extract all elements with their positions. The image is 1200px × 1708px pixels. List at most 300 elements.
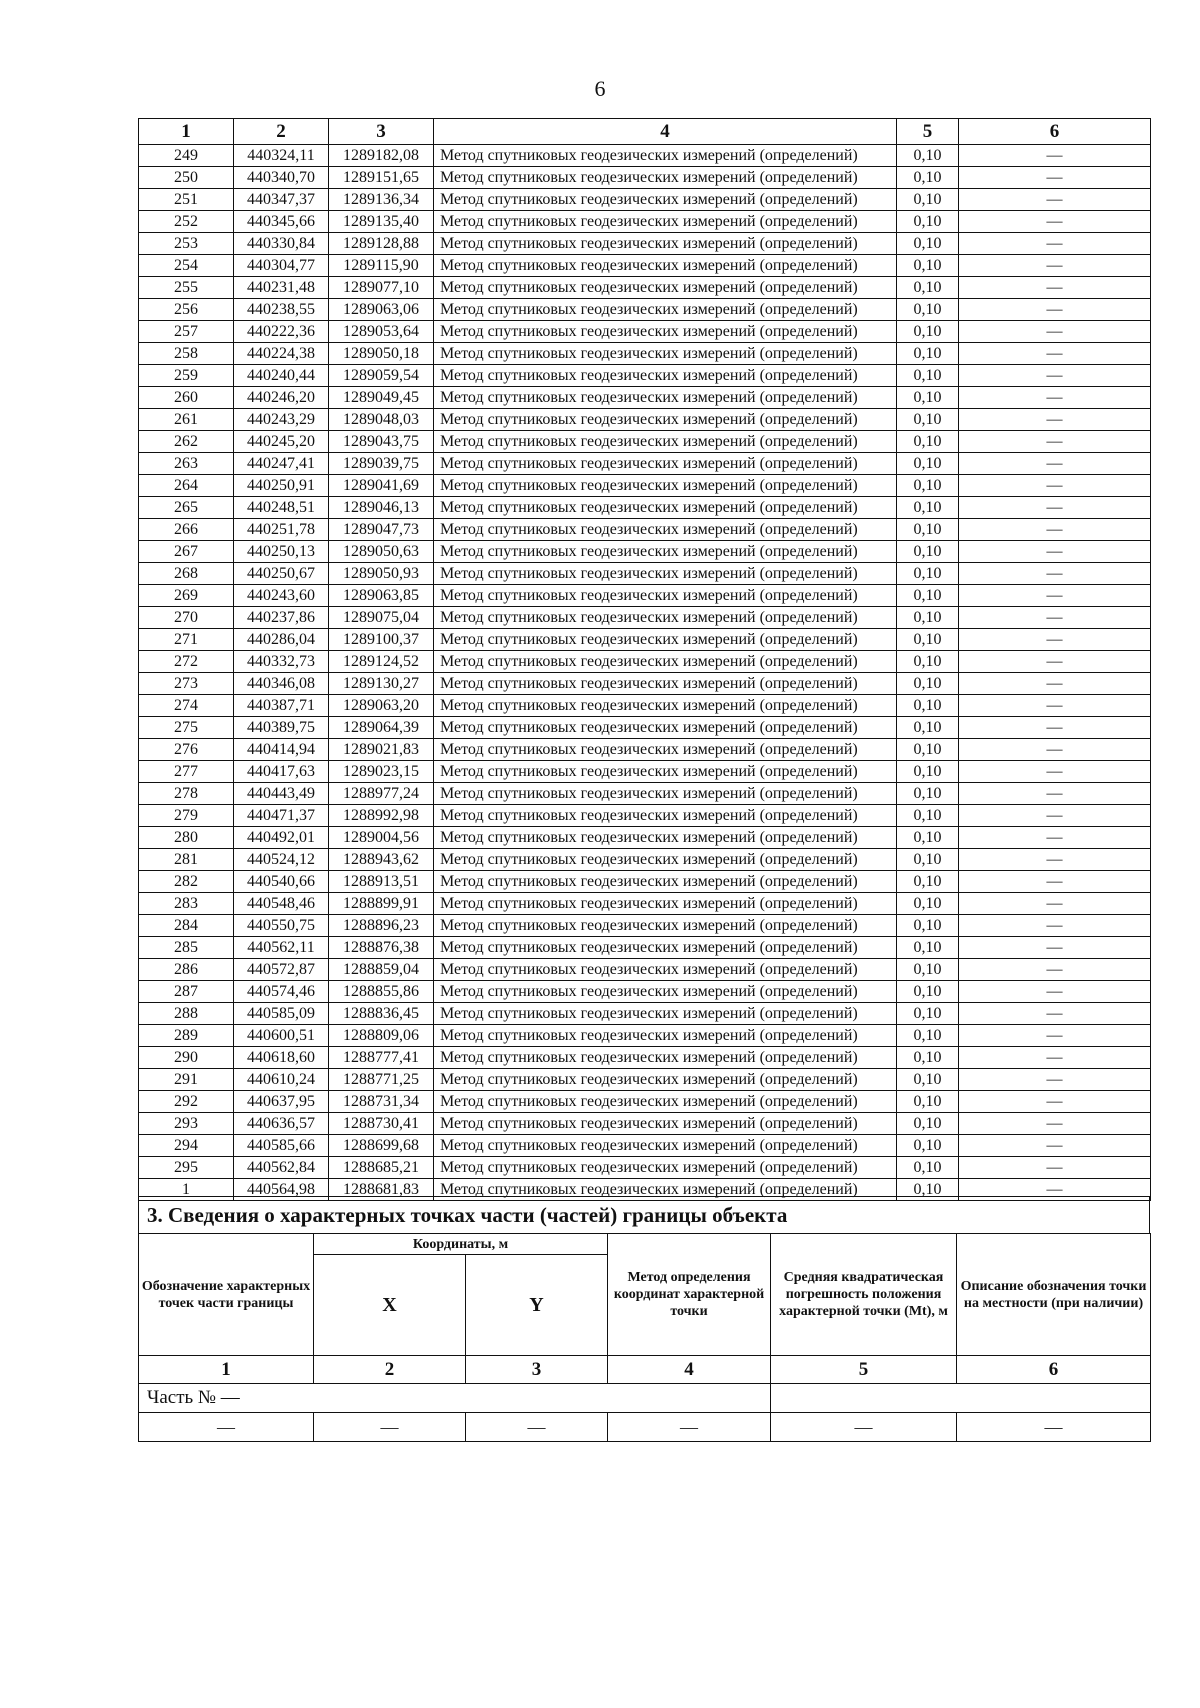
col-number: 6 — [957, 1356, 1151, 1384]
y-coordinate-cell: 1289124,52 — [329, 651, 434, 673]
error-cell: 0,10 — [897, 541, 959, 563]
dash-cell: — — [139, 1413, 314, 1442]
y-coordinate-cell: 1289063,85 — [329, 585, 434, 607]
x-coordinate-cell: 440237,86 — [234, 607, 329, 629]
table-row — [139, 893, 1151, 915]
col-number: 3 — [466, 1356, 608, 1384]
y-coordinate-cell: 1289046,13 — [329, 497, 434, 519]
table-row — [139, 277, 1151, 299]
point-number-cell: 294 — [139, 1135, 234, 1157]
point-number-cell: 253 — [139, 233, 234, 255]
y-coordinate-cell: 1288681,83 — [329, 1179, 434, 1201]
method-cell: Метод спутниковых геодезических измерений (определений) — [434, 937, 897, 959]
x-coordinate-cell: 440610,24 — [234, 1069, 329, 1091]
part-points-table — [138, 1233, 1151, 1442]
x-coordinate-cell: 440330,84 — [234, 233, 329, 255]
method-cell: Метод спутниковых геодезических измерений (определений) — [434, 981, 897, 1003]
col-number: 4 — [608, 1356, 771, 1384]
y-coordinate-cell: 1289151,65 — [329, 167, 434, 189]
point-number-cell: 281 — [139, 849, 234, 871]
table-row — [139, 607, 1151, 629]
error-cell: 0,10 — [897, 717, 959, 739]
y-coordinate-cell: 1288731,34 — [329, 1091, 434, 1113]
error-cell: 0,10 — [897, 761, 959, 783]
method-cell: Метод спутниковых геодезических измерений (определений) — [434, 739, 897, 761]
table-row — [139, 541, 1151, 563]
x-coordinate-cell: 440574,46 — [234, 981, 329, 1003]
description-cell: — — [959, 519, 1151, 541]
error-cell: 0,10 — [897, 409, 959, 431]
point-number-cell: 250 — [139, 167, 234, 189]
point-number-cell: 279 — [139, 805, 234, 827]
description-cell: — — [959, 255, 1151, 277]
error-cell: 0,10 — [897, 255, 959, 277]
x-coordinate-cell: 440332,73 — [234, 651, 329, 673]
point-number-cell: 275 — [139, 717, 234, 739]
x-coordinate-cell: 440562,84 — [234, 1157, 329, 1179]
y-coordinate-cell: 1288913,51 — [329, 871, 434, 893]
y-coordinate-cell: 1289115,90 — [329, 255, 434, 277]
description-cell: — — [959, 629, 1151, 651]
error-cell: 0,10 — [897, 893, 959, 915]
method-cell: Метод спутниковых геодезических измерений (определений) — [434, 871, 897, 893]
dash-cell: — — [466, 1413, 608, 1442]
method-cell: Метод спутниковых геодезических измерений (определений) — [434, 145, 897, 167]
table-row — [139, 915, 1151, 937]
dash-cell: — — [771, 1413, 957, 1442]
point-number-cell: 273 — [139, 673, 234, 695]
description-cell: — — [959, 959, 1151, 981]
col-header: 6 — [959, 119, 1151, 145]
point-number-cell: 285 — [139, 937, 234, 959]
method-cell: Метод спутниковых геодезических измерений (определений) — [434, 321, 897, 343]
method-cell: Метод спутниковых геодезических измерений (определений) — [434, 211, 897, 233]
error-cell: 0,10 — [897, 585, 959, 607]
error-cell: 0,10 — [897, 805, 959, 827]
error-cell: 0,10 — [897, 1069, 959, 1091]
point-number-cell: 276 — [139, 739, 234, 761]
description-cell: — — [959, 915, 1151, 937]
x-coordinate-cell: 440286,04 — [234, 629, 329, 651]
y-coordinate-cell: 1288809,06 — [329, 1025, 434, 1047]
method-cell: Метод спутниковых геодезических измерений (определений) — [434, 849, 897, 871]
table-row — [139, 651, 1151, 673]
table-row — [139, 145, 1151, 167]
method-cell: Метод спутниковых геодезических измерений (определений) — [434, 365, 897, 387]
point-number-cell: 289 — [139, 1025, 234, 1047]
x-coordinate-cell: 440245,20 — [234, 431, 329, 453]
description-cell: — — [959, 1025, 1151, 1047]
y-coordinate-cell: 1289049,45 — [329, 387, 434, 409]
x-coordinate-cell: 440346,08 — [234, 673, 329, 695]
table-row — [139, 1157, 1151, 1179]
error-cell: 0,10 — [897, 189, 959, 211]
error-cell: 0,10 — [897, 233, 959, 255]
point-number-cell: 292 — [139, 1091, 234, 1113]
method-cell: Метод спутниковых геодезических измерений (определений) — [434, 1003, 897, 1025]
x-coordinate-cell: 440246,20 — [234, 387, 329, 409]
y-coordinate-cell: 1288992,98 — [329, 805, 434, 827]
point-number-cell: 262 — [139, 431, 234, 453]
error-cell: 0,10 — [897, 1157, 959, 1179]
description-cell: — — [959, 739, 1151, 761]
point-number-cell: 267 — [139, 541, 234, 563]
y-coordinate-cell: 1288855,86 — [329, 981, 434, 1003]
description-cell: — — [959, 1157, 1151, 1179]
table-row — [139, 585, 1151, 607]
method-cell: Метод спутниковых геодезических измерений (определений) — [434, 255, 897, 277]
col-header: 3 — [329, 119, 434, 145]
description-cell: — — [959, 321, 1151, 343]
error-cell: 0,10 — [897, 453, 959, 475]
method-cell: Метод спутниковых геодезических измерений (определений) — [434, 189, 897, 211]
table-row — [139, 1113, 1151, 1135]
y-coordinate-cell: 1289075,04 — [329, 607, 434, 629]
description-cell: — — [959, 211, 1151, 233]
y-coordinate-cell: 1289077,10 — [329, 277, 434, 299]
x-coordinate-cell: 440243,60 — [234, 585, 329, 607]
method-cell: Метод спутниковых геодезических измерений (определений) — [434, 475, 897, 497]
description-cell: — — [959, 585, 1151, 607]
method-cell: Метод спутниковых геодезических измерений (определений) — [434, 233, 897, 255]
description-cell: — — [959, 431, 1151, 453]
description-cell: — — [959, 189, 1151, 211]
y-coordinate-cell: 1288685,21 — [329, 1157, 434, 1179]
x-coordinate-cell: 440240,44 — [234, 365, 329, 387]
error-cell: 0,10 — [897, 321, 959, 343]
x-coordinate-cell: 440238,55 — [234, 299, 329, 321]
description-cell: — — [959, 1113, 1151, 1135]
point-number-cell: 280 — [139, 827, 234, 849]
method-cell: Метод спутниковых геодезических измерений (определений) — [434, 409, 897, 431]
table-row — [139, 431, 1151, 453]
error-cell: 0,10 — [897, 211, 959, 233]
table-row — [139, 1003, 1151, 1025]
method-cell: Метод спутниковых геодезических измерений (определений) — [434, 959, 897, 981]
y-coordinate-cell: 1289023,15 — [329, 761, 434, 783]
table-row — [139, 563, 1151, 585]
table-row — [139, 981, 1151, 1003]
y-coordinate-cell: 1288777,41 — [329, 1047, 434, 1069]
y-coordinate-cell: 1289048,03 — [329, 409, 434, 431]
y-coordinate-cell: 1288730,41 — [329, 1113, 434, 1135]
point-number-cell: 1 — [139, 1179, 234, 1201]
point-number-cell: 266 — [139, 519, 234, 541]
y-coordinate-cell: 1289043,75 — [329, 431, 434, 453]
y-coordinate-cell: 1289182,08 — [329, 145, 434, 167]
description-cell: — — [959, 805, 1151, 827]
error-cell: 0,10 — [897, 299, 959, 321]
point-number-cell: 268 — [139, 563, 234, 585]
method-cell: Метод спутниковых геодезических измерений (определений) — [434, 541, 897, 563]
point-number-cell: 284 — [139, 915, 234, 937]
x-coordinate-cell: 440492,01 — [234, 827, 329, 849]
col-header: 5 — [897, 119, 959, 145]
table-row — [139, 805, 1151, 827]
method-cell: Метод спутниковых геодезических измерений (определений) — [434, 783, 897, 805]
table-row — [139, 827, 1151, 849]
point-number-cell: 251 — [139, 189, 234, 211]
y-coordinate-cell: 1289063,20 — [329, 695, 434, 717]
method-cell: Метод спутниковых геодезических измерений (определений) — [434, 453, 897, 475]
method-cell: Метод спутниковых геодезических измерений (определений) — [434, 1069, 897, 1091]
point-number-cell: 277 — [139, 761, 234, 783]
col-header: 4 — [434, 119, 897, 145]
table-row — [139, 1069, 1151, 1091]
y-coordinate-cell: 1289050,18 — [329, 343, 434, 365]
table-row — [139, 871, 1151, 893]
table-row — [139, 519, 1151, 541]
x-coordinate-cell: 440231,48 — [234, 277, 329, 299]
description-cell: — — [959, 607, 1151, 629]
error-cell: 0,10 — [897, 277, 959, 299]
error-cell: 0,10 — [897, 519, 959, 541]
table-row — [139, 233, 1151, 255]
description-cell: — — [959, 761, 1151, 783]
table-header-row — [139, 119, 1151, 145]
table-row — [139, 387, 1151, 409]
description-cell: — — [959, 1179, 1151, 1201]
method-cell: Метод спутниковых геодезических измерений (определений) — [434, 167, 897, 189]
description-cell: — — [959, 409, 1151, 431]
error-cell: 0,10 — [897, 915, 959, 937]
method-cell: Метод спутниковых геодезических измерений (определений) — [434, 673, 897, 695]
description-cell: — — [959, 453, 1151, 475]
x-coordinate-cell: 440250,13 — [234, 541, 329, 563]
point-number-cell: 272 — [139, 651, 234, 673]
y-coordinate-cell: 1289130,27 — [329, 673, 434, 695]
table-row — [139, 365, 1151, 387]
table-body — [139, 145, 1151, 1201]
error-cell: 0,10 — [897, 563, 959, 585]
x-coordinate-cell: 440243,29 — [234, 409, 329, 431]
method-cell: Метод спутниковых геодезических измерений (определений) — [434, 343, 897, 365]
table-row — [139, 211, 1151, 233]
col-number: 2 — [314, 1356, 466, 1384]
method-cell: Метод спутниковых геодезических измерений (определений) — [434, 563, 897, 585]
x-coordinate-cell: 440585,66 — [234, 1135, 329, 1157]
table-row — [139, 739, 1151, 761]
point-number-cell: 258 — [139, 343, 234, 365]
point-number-cell: 259 — [139, 365, 234, 387]
header-error: Средняя квадратическая погрешность положения характерной точки (Mt), м — [771, 1234, 957, 1356]
x-coordinate-cell: 440304,77 — [234, 255, 329, 277]
table-row — [139, 453, 1151, 475]
x-coordinate-cell: 440389,75 — [234, 717, 329, 739]
method-cell: Метод спутниковых геодезических измерений (определений) — [434, 607, 897, 629]
method-cell: Метод спутниковых геодезических измерений (определений) — [434, 805, 897, 827]
point-number-cell: 295 — [139, 1157, 234, 1179]
x-coordinate-cell: 440347,37 — [234, 189, 329, 211]
y-coordinate-cell: 1289004,56 — [329, 827, 434, 849]
description-cell: — — [959, 299, 1151, 321]
table-row — [139, 343, 1151, 365]
description-cell: — — [959, 1135, 1151, 1157]
method-cell: Метод спутниковых геодезических измерений (определений) — [434, 1157, 897, 1179]
method-cell: Метод спутниковых геодезических измерений (определений) — [434, 277, 897, 299]
point-number-cell: 271 — [139, 629, 234, 651]
description-cell: — — [959, 475, 1151, 497]
method-cell: Метод спутниковых геодезических измерений (определений) — [434, 1091, 897, 1113]
point-number-cell: 254 — [139, 255, 234, 277]
description-cell: — — [959, 981, 1151, 1003]
dash-cell: — — [314, 1413, 466, 1442]
error-cell: 0,10 — [897, 629, 959, 651]
x-coordinate-cell: 440387,71 — [234, 695, 329, 717]
y-coordinate-cell: 1289064,39 — [329, 717, 434, 739]
description-cell: — — [959, 673, 1151, 695]
header-designation: Обозначение характерных точек части границы — [139, 1234, 314, 1356]
table-row — [139, 673, 1151, 695]
y-coordinate-cell: 1289041,69 — [329, 475, 434, 497]
table-row — [139, 1025, 1151, 1047]
method-cell: Метод спутниковых геодезических измерений (определений) — [434, 585, 897, 607]
table-row — [139, 321, 1151, 343]
page-number: 6 — [594, 76, 606, 101]
y-coordinate-cell: 1289100,37 — [329, 629, 434, 651]
method-cell: Метод спутниковых геодезических измерений (определений) — [434, 1025, 897, 1047]
table-row — [139, 167, 1151, 189]
point-number-cell: 274 — [139, 695, 234, 717]
header-x: X — [314, 1255, 466, 1356]
header-y: Y — [466, 1255, 608, 1356]
x-coordinate-cell: 440524,12 — [234, 849, 329, 871]
y-coordinate-cell: 1288836,45 — [329, 1003, 434, 1025]
y-coordinate-cell: 1289050,93 — [329, 563, 434, 585]
error-cell: 0,10 — [897, 365, 959, 387]
error-cell: 0,10 — [897, 167, 959, 189]
error-cell: 0,10 — [897, 387, 959, 409]
table-row — [139, 1091, 1151, 1113]
x-coordinate-cell: 440540,66 — [234, 871, 329, 893]
table-row — [139, 629, 1151, 651]
error-cell: 0,10 — [897, 783, 959, 805]
method-cell: Метод спутниковых геодезических измерений (определений) — [434, 1047, 897, 1069]
table-row — [139, 189, 1151, 211]
x-coordinate-cell: 440600,51 — [234, 1025, 329, 1047]
error-cell: 0,10 — [897, 1091, 959, 1113]
description-cell: — — [959, 827, 1151, 849]
table-row — [139, 1047, 1151, 1069]
table-row — [139, 695, 1151, 717]
error-cell: 0,10 — [897, 1003, 959, 1025]
point-number-cell: 283 — [139, 893, 234, 915]
x-coordinate-cell: 440548,46 — [234, 893, 329, 915]
x-coordinate-cell: 440562,11 — [234, 937, 329, 959]
x-coordinate-cell: 440550,75 — [234, 915, 329, 937]
error-cell: 0,10 — [897, 981, 959, 1003]
method-cell: Метод спутниковых геодезических измерений (определений) — [434, 761, 897, 783]
point-number-cell: 260 — [139, 387, 234, 409]
point-number-cell: 290 — [139, 1047, 234, 1069]
method-cell: Метод спутниковых геодезических измерений (определений) — [434, 519, 897, 541]
table-row — [139, 717, 1151, 739]
dash-cell: — — [608, 1413, 771, 1442]
method-cell: Метод спутниковых геодезических измерений (определений) — [434, 387, 897, 409]
x-coordinate-cell: 440636,57 — [234, 1113, 329, 1135]
error-cell: 0,10 — [897, 937, 959, 959]
header-coordinates: Координаты, м — [314, 1234, 608, 1255]
y-coordinate-cell: 1289136,34 — [329, 189, 434, 211]
x-coordinate-cell: 440224,38 — [234, 343, 329, 365]
method-cell: Метод спутниковых геодезических измерений (определений) — [434, 497, 897, 519]
description-cell: — — [959, 1091, 1151, 1113]
description-cell: — — [959, 1047, 1151, 1069]
col-number: 5 — [771, 1356, 957, 1384]
y-coordinate-cell: 1288896,23 — [329, 915, 434, 937]
description-cell: — — [959, 783, 1151, 805]
table-row — [139, 959, 1151, 981]
point-number-cell: 263 — [139, 453, 234, 475]
point-number-cell: 278 — [139, 783, 234, 805]
x-coordinate-cell: 440637,95 — [234, 1091, 329, 1113]
point-number-cell: 249 — [139, 145, 234, 167]
method-cell: Метод спутниковых геодезических измерений (определений) — [434, 299, 897, 321]
method-cell: Метод спутниковых геодезических измерений (определений) — [434, 827, 897, 849]
table-row — [139, 783, 1151, 805]
method-cell: Метод спутниковых геодезических измерений (определений) — [434, 629, 897, 651]
x-coordinate-cell: 440585,09 — [234, 1003, 329, 1025]
x-coordinate-cell: 440222,36 — [234, 321, 329, 343]
x-coordinate-cell: 440414,94 — [234, 739, 329, 761]
table-row — [139, 409, 1151, 431]
method-cell: Метод спутниковых геодезических измерений (определений) — [434, 1113, 897, 1135]
method-cell: Метод спутниковых геодезических измерений (определений) — [434, 717, 897, 739]
y-coordinate-cell: 1288943,62 — [329, 849, 434, 871]
method-cell: Метод спутниковых геодезических измерений (определений) — [434, 651, 897, 673]
x-coordinate-cell: 440572,87 — [234, 959, 329, 981]
error-cell: 0,10 — [897, 849, 959, 871]
table-row — [139, 497, 1151, 519]
error-cell: 0,10 — [897, 827, 959, 849]
dash-row — [139, 1413, 1151, 1442]
boundary-points-table — [138, 118, 1151, 1201]
description-cell: — — [959, 695, 1151, 717]
description-cell: — — [959, 145, 1151, 167]
method-cell: Метод спутниковых геодезических измерений (определений) — [434, 431, 897, 453]
description-cell: — — [959, 541, 1151, 563]
description-cell: — — [959, 849, 1151, 871]
col-header: 1 — [139, 119, 234, 145]
point-number-cell: 288 — [139, 1003, 234, 1025]
description-cell: — — [959, 497, 1151, 519]
header-description: Описание обозначения точки на местности (при наличии) — [957, 1234, 1151, 1356]
y-coordinate-cell: 1288899,91 — [329, 893, 434, 915]
method-cell: Метод спутниковых геодезических измерений (определений) — [434, 915, 897, 937]
table-row — [139, 761, 1151, 783]
error-cell: 0,10 — [897, 475, 959, 497]
point-number-cell: 282 — [139, 871, 234, 893]
y-coordinate-cell: 1289047,73 — [329, 519, 434, 541]
error-cell: 0,10 — [897, 959, 959, 981]
error-cell: 0,10 — [897, 497, 959, 519]
table-row — [139, 849, 1151, 871]
description-cell: — — [959, 343, 1151, 365]
error-cell: 0,10 — [897, 431, 959, 453]
point-number-cell: 257 — [139, 321, 234, 343]
x-coordinate-cell: 440250,91 — [234, 475, 329, 497]
y-coordinate-cell: 1289135,40 — [329, 211, 434, 233]
point-number-cell: 256 — [139, 299, 234, 321]
x-coordinate-cell: 440417,63 — [234, 761, 329, 783]
y-coordinate-cell: 1289059,54 — [329, 365, 434, 387]
point-number-cell: 291 — [139, 1069, 234, 1091]
error-cell: 0,10 — [897, 651, 959, 673]
table-row — [139, 299, 1151, 321]
description-cell: — — [959, 563, 1151, 585]
y-coordinate-cell: 1288859,04 — [329, 959, 434, 981]
y-coordinate-cell: 1288771,25 — [329, 1069, 434, 1091]
